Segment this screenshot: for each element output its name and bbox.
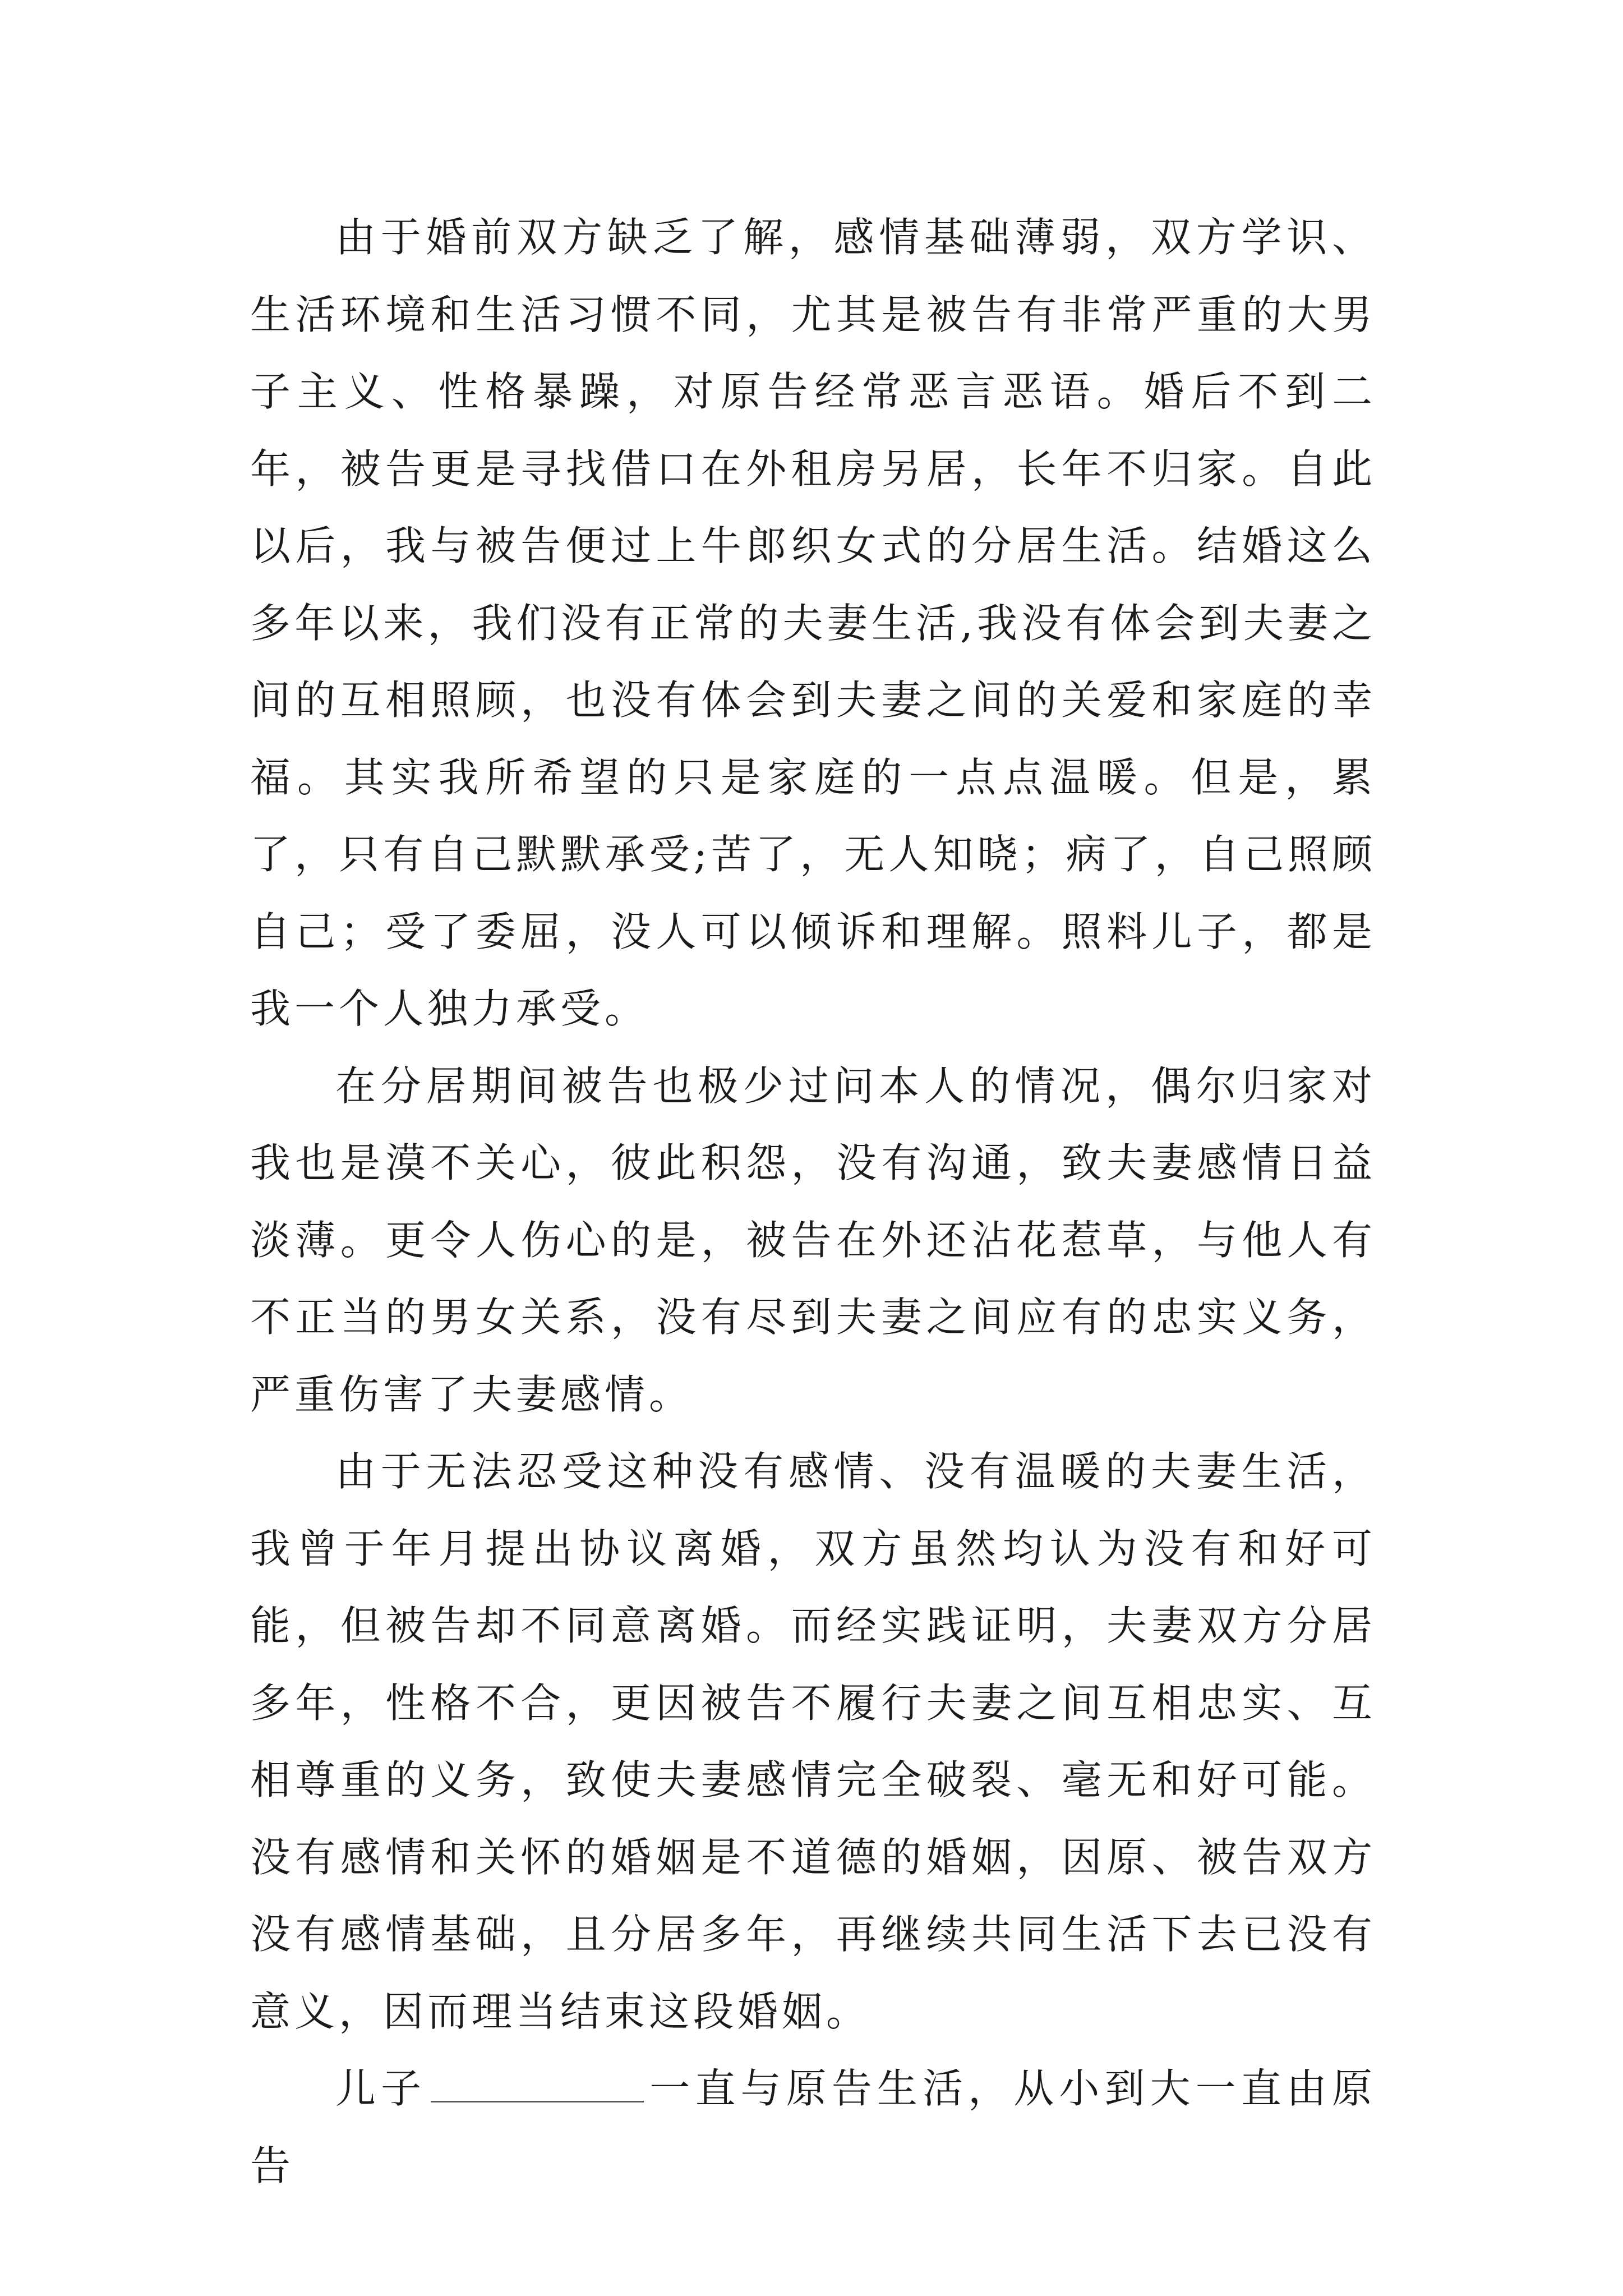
paragraph-4 (250, 2050, 1376, 2205)
paragraph-2: 在分居期间被告也极少过问本人的情况，偶尔归家对我也是漠不关心，彼此积怨，没有沟通，致夫妻感情日益淡薄。更令人伤心的是，被告在外还沾花惹草，与他人有不正当的男女关系，没有尽到夫妻之间应有的忠实义务，严重伤害了夫妻感情。 (250, 1062, 1376, 1418)
paragraph-4-end: 一直与原告生活，从小到大一直由原告 (250, 2065, 1376, 2189)
paragraph-3: 由于无法忍受这种没有感情、没有温暖的夫妻生活，我曾于年月提出协议离婚，双方虽然均认为没有和好可能，但被告却不同意离婚。而经实践证明，夫妻双方分居多年，性格不合，更因被告不履行夫妻之间互相忠实、互相尊重的义务，致使夫妻感情完全破裂、毫无和好可能。没有感情和关怀的婚姻是不道德的婚姻，因原、被告双方没有感情基础，且分居多年，再继续共同生活下去已没有意义，因而理当结束这段婚姻。 (250, 1448, 1376, 2035)
name-blank-line (431, 2062, 644, 2102)
paragraph-1: 由于婚前双方缺乏了解，感情基础薄弱，双方学识、生活环境和生活习惯不同，尤其是被告有非常严重的大男子主义、性格暴躁，对原告经常恶言恶语。婚后不到二年，被告更是寻找借口在外租房另居，长年不归家。自此以后，我与被告便过上牛郎织女式的分居生活。结婚这么多年以来，我们没有正常的夫妻生活,我没有体会到夫妻之间的互相照顾，也没有体会到夫妻之间的关爱和家庭的幸福。其实我所希望的只是家庭的一点点温暖。但是，累了，只有自己默默承受;苦了，无人知晓；病了，自己照顾自己；受了委屈，没人可以倾诉和理解。照料儿子，都是我一个人独力承受。 (250, 214, 1376, 1032)
document-body (250, 199, 1376, 2205)
paragraph-4-start: 儿子 (335, 2065, 427, 2112)
